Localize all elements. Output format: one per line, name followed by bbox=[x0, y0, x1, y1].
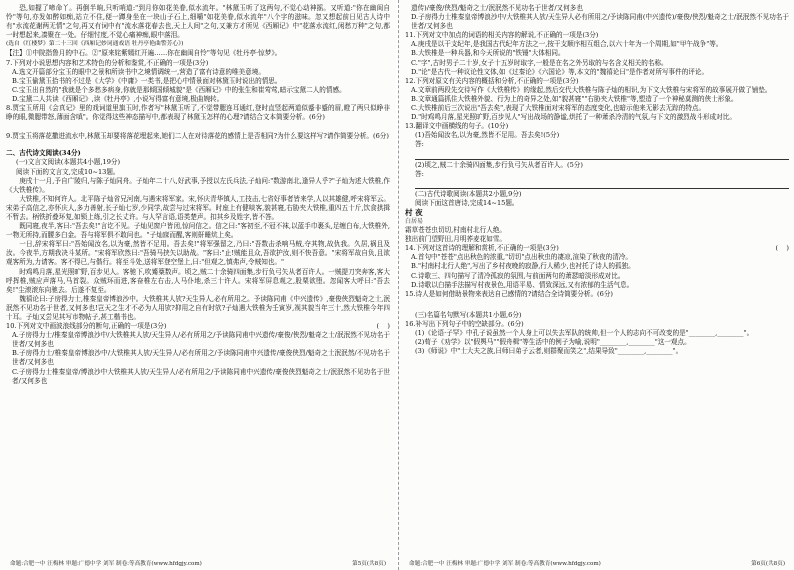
question-15: 15.诗人是如何借助景物来表达自己感情的?请结合全诗简要分析。(6分) bbox=[405, 289, 613, 298]
q13-item-2: (2)顷之,贼二十余骑四面集,步行负弓矢从者百许人。(5分) bbox=[415, 160, 583, 169]
classical-para-1: 庚戌十一月,予自广陵归,与陈子灿同舟。子灿年二十八,好武事,予授以左氏兵法,子灿问:"数游南北,逢异人乎?"子灿为述大铁椎,作《大铁椎传》。 bbox=[6, 176, 390, 194]
q16-item-3: (3)《师说》中"士大夫之族,曰师曰弟子云者,则群聚而笑之",结果导致"________,________"。 bbox=[415, 347, 683, 356]
question-14: 14.下列对这首诗的理解和赏析,不正确的一项是(3分) ( ) bbox=[405, 244, 789, 253]
q11-option-b: B.大铁椎是一种兵器,和今天所说的"铁锤"大体相同。 bbox=[411, 49, 565, 58]
section-2b-heading: (二)古代诗歌阅读(本题共2小题,9分) bbox=[415, 189, 522, 198]
question-9: 9.贾宝玉将落花撒进流水中,林黛玉却要将落花埋起来,她们二人在对待落花的感情上是否相同?为什么要这样写?请作简要分析。(6分) bbox=[6, 132, 389, 141]
question-7: 7.下列对小说思想内容和艺术特色的分析和鉴赏,不正确的一项是(3分) bbox=[6, 58, 209, 67]
left-page bbox=[0, 0, 396, 570]
q13-answer-line-1[interactable] bbox=[415, 151, 789, 160]
q7-option-c: C.宝玉出自然的"我就是个多愁多病身,你就是那倾国倾城貌"是《西厢记》中的张生和崔莺莺,暗示宝黛二人的情感。 bbox=[12, 85, 346, 94]
q14-option-b: B."村南村北行人绝",写出了乡村夜晚的寂静,行人稀少,也衬托了诗人的孤独。 bbox=[411, 262, 635, 271]
left-column bbox=[6, 4, 390, 552]
q12-option-d: D."时鸡鸣月落,星光照旷野,百步见人"写出战场的静谧,烘托了一种萧杀冷清的气氛,与下文的激烈战斗形成对比。 bbox=[411, 113, 736, 122]
novel-excerpt-tail: 恐,如握了啼命丫。再倒半晌,只听哨道:"到月你如花美眷,似水流年。"林黛玉听了这两句,不觉心动神摇。又听道:"你在幽闺自怜"等句,亦发如醉如痴,站立不住,便一蹲身坐在一块山子石上,细嚼"如花美眷,似水流年"八个字的滋味。忽又想起前日见古人诗中有"水流花谢两无情"之句,再又有词中有"流水落花春去也,天上人间"之句,又兼方才所见《西厢记》中"花落水流红,闲愁万种"之句,都一时想起来,凑聚在一处。仔细忖度,不觉心痛神痴,眼中落泪。 bbox=[6, 4, 390, 40]
section-2b-desc: 阅读下面这首唐诗,完成14~15题。 bbox=[415, 198, 519, 207]
q12-option-c: C.大铁椎前后三次说出"吾去矣",表现了大铁椎面对宋将军的态度变化,也暗示他来无影去无踪的特点。 bbox=[411, 104, 706, 113]
left-footer bbox=[10, 559, 386, 567]
question-10: 10.下列对文中画波浪线部分的断句,正确的一项是(3分) ( ) bbox=[6, 322, 390, 331]
section-2a-desc: 阅读下面的文言文,完成10~13题。 bbox=[16, 167, 120, 176]
q14-option-c: C.诗歌三、四句描写了清冷孤寂的氛围,与前面两句的萧瑟暗淡形成对比。 bbox=[411, 271, 625, 280]
poem-line-1: 霜草苍苍虫切切,村南村北行人绝。 bbox=[405, 226, 507, 235]
poem-line-2: 独出前门望野田,月明荞麦花如雪。 bbox=[405, 235, 507, 244]
right-page bbox=[398, 0, 794, 570]
question-12: 12.下列对原文有关内容的概括和分析,不正确的一项是(3分) bbox=[405, 76, 579, 85]
q7-option-a: A.选文开篇部分宝玉的眼中之景和所读书中之境情调统一,营造了富有诗意的唯美意境。 bbox=[12, 67, 265, 76]
q11-option-c: C."字",古时男子二十岁,女子十五岁时取字,一般是在名之外另取的与名含义相关的名称。 bbox=[411, 58, 668, 67]
q8-answer-space bbox=[6, 122, 390, 132]
q14-option-a: A.首句中"苍苍"点出秋色的浓重,"切切"点出秋虫的凄凉,渲染了秋夜的清冷。 bbox=[411, 253, 632, 262]
q16-item-2: (2)荀子《劝学》以"假舆马""假舟楫"等生活中的例子为喻,说明"________,________"这一观点。 bbox=[415, 338, 691, 347]
right-page-number: 第6页(共8页) bbox=[751, 561, 785, 567]
right-footer-credits: 命题:合肥一中 汪梅林 审题:广德中学 刘军 制卷:等高教育(www.hfdgjy.com) bbox=[409, 561, 601, 567]
q14-option-d: D.诗歌以白描手法描写村夜景色,用语平易、情致深远,又有浓郁的生活气息。 bbox=[411, 280, 634, 289]
q11-option-a: A.庚戌是以干支纪年,是我国古代纪年方法之一,按干支顺序相互组合,以六十年为一个周期,如"甲午战争"等。 bbox=[411, 40, 723, 49]
question-16: 16.补写出下列句子中的空缺部分。(6分) bbox=[405, 319, 524, 328]
classical-para-6: 魏禧论曰:子房得力士,椎秦皇帝博浪沙中。大铁椎其人欤?天生异人,必有所用之。予读陈同甫《中兴遗传》,豪俊侠烈魁奇之士,泯泯然不见功名于世者,又何多也!岂天之生才不必为人用欤?抑用之自有时欤?子灿遇大铁椎为壬寅岁,视其貌当年三十,然大铁椎今年四十耳。子灿又尝见其写市物帖子,甚工楷书也。 bbox=[6, 294, 390, 321]
right-column bbox=[405, 4, 789, 552]
q10-option-d: D.子房得力士椎秦皇帝博浪沙中/大铁椎其人欤/天生异人必有所用之/予读陈同甫(中兴遗传)/豪俊/侠烈/魁奇之士/泯泯然不见功名于世者/又何多也 bbox=[411, 13, 789, 31]
q11-option-d: D."论"是古代一种议论性文体,如《过秦论》《六国论》等,本文的"魏禧论曰"是作者对所写事件的评论。 bbox=[411, 67, 709, 76]
q10-option-c-tail: 遗传)/豪俊/侠烈/魁奇之士/泯泯然不见功名于世者/又何多也 bbox=[411, 4, 583, 12]
q15-answer-space bbox=[405, 299, 789, 311]
section-2-heading: 二、古代诗文阅读(34分) bbox=[6, 149, 81, 158]
question-8: 8.贾宝玉所用《会真记》里的戏词道里旗玉时,作者写"林黛玉听了,不觉带腮连耳通红,登时直竖起两道似蹙非蹙的眉,瞪了两只似睁非睁的眼,微腮带怒,薄面含嗔"。你觉得这些神态描写中,都表现了林黛玉怎样的心理?请结合文本简要分析。(6分) bbox=[6, 104, 390, 122]
q10-option-a: A.子房得力士/椎秦皇帝博浪沙中/大铁椎其人欤/天生异人/必有所用之/予读陈同甫中兴遗传/豪俊/侠烈/魁奇之士/泯泯然不见功名于世者/又何多也 bbox=[12, 331, 390, 349]
q13-answer-label-2: 答: bbox=[415, 169, 424, 178]
q12-option-a: A.文章前两段先交待写作《大铁椎传》的缘起,然后交代大铁椎与陈子灿的相识,为下文大铁椎与宋将军的故事展开做了铺垫。 bbox=[411, 85, 772, 94]
q13-answer-label-1: 答: bbox=[415, 140, 424, 149]
section-2c-heading: (三)名篇名句默写(本题共1小题,6分) bbox=[415, 310, 522, 319]
annotation-note: 【注】①中院指鲁月的中石。②"原来姹紫嫣红开遍……你在幽闺自怜"等句见《牡丹亭·惊梦》。 bbox=[6, 49, 282, 58]
q10-option-c: C.子房得力士椎秦皇帝/博浪沙中大铁椎其人欤/天生异人/必有所用之/予读陈同甫中兴遗传/豪俊侠烈魁奇之士/泯泯然不见功名于世者/又何多也 bbox=[12, 367, 390, 385]
classical-para-3: 既同寝,夜半,客曰:"吾去矣!"言讫不见。子灿见窗户皆闭,惊问信之。信之曰:"客初至,不冠不袜,以蓝手巾裹头,足缠白布,大铁椎外,一物无所持,而腰多白金。吾与将军俱不敢问也。"子灿寐而醒,客则鼾睡炕上矣。 bbox=[6, 222, 390, 240]
left-footer-credits: 命题:合肥一中 汪梅林 审题:广德中学 刘军 制卷:等高教育(www.hfdgjy.com) bbox=[10, 561, 202, 567]
q7-option-d: D.宝黛二人共读《西厢记》,读《牡丹亭》,小说写得富有意境,极曲婉转。 bbox=[12, 94, 224, 103]
q12-option-b: B.文章通篇抓住大铁椎外貌、行为上的奇异之处,如"貌甚寝""右胁夹大铁椎"等,塑造了一个神秘莫测的侠士形象。 bbox=[411, 94, 738, 103]
left-page-number: 第5页(共8页) bbox=[352, 561, 386, 567]
classical-para-5: 时鸡鸣月落,星光照旷野,百步见人。客驰下,吹觱篥数声。顷之,贼二十余骑四面集,步行负弓矢从者百许人。一贼提刀突奔客,客大呼挥椎,贼应声落马,马首裂。众贼环而进,客奋椎左右击,人马仆地,杀三十许人。宋将军屏息观之,股栗欲堕。忽闻客大呼曰:"吾去矣!"尘滚滚东向驰去。后遂不复至。 bbox=[6, 267, 390, 294]
source-note: (选自《红楼梦》第二十三回《西厢记妙词通戏语 牡丹亭艳曲警芳心》) bbox=[6, 41, 184, 48]
classical-para-2: 大铁椎,不知何许人。北平陈子灿省兄河南,与遇宋将军家。宋,怀庆青华镇人,工技击,七省好事者皆来学,人以其雄健,呼宋将军云。宋弟子高信之,亦怀庆人,多力善射,长子灿七岁,少同学,故尝与过宋将军。时座上有健啖客,貌甚寝,右胁夹大铁椎,重四五十斤,饮食拱揖不暂去。柄铁折叠环复,如锁上练,引之长丈许。与人罕言语,语类楚声。扣其乡及姓字,皆不答。 bbox=[6, 194, 390, 221]
q13-answer-line-2[interactable] bbox=[415, 180, 789, 189]
question-11: 11.下列对文中加点的词语的相关内容的解说,不正确的一项是(3分) bbox=[405, 31, 599, 40]
classical-para-4: 一日,辞宋将军曰:"吾始闻汝名,以为豪,然皆不足用。吾去矣!"将军强留之,乃曰:"吾数击杀响马贼,夺其物,故仇我。久居,祸且及汝。今夜半,方期我决斗某所。"宋将军欣然曰:"吾骑马挟矢以助战。"客曰:"止!贼能且众,吾欲护汝,则不快吾意。"宋将军故自负,且欲观客所为,力请客。客不得已,与偕行。将至斗处,送将军登空堡上,曰:"但观之,慎弗声,令贼知也。" bbox=[6, 240, 390, 267]
q10-option-b: B.子房得力士/椎秦皇帝博浪沙中/大铁椎其人欤/天生异人/必有所用之/予读陈同甫中兴遗传/豪俊侠烈/魁奇之士泯泯然/不见功名于世者/又何多也 bbox=[12, 349, 390, 367]
poem-title: 村 夜 bbox=[405, 207, 423, 217]
right-footer bbox=[409, 559, 785, 567]
question-13: 13.翻译文中画横线的句子。(10分) bbox=[405, 122, 509, 131]
q16-item-1: (1)《论语·子罕》中孔子说虽然一个人身上可以失去军队的统帅,但一个人的志向不可改变的是"________,________"。 bbox=[415, 329, 754, 337]
poem-author: 白居易 bbox=[405, 217, 424, 225]
q13-item-1: (1)吾始闻汝名,以为豪,然皆不足用。吾去矣!(5分) bbox=[415, 131, 560, 140]
section-2a-heading: (一)文言文阅读(本题共4小题,19分) bbox=[16, 158, 121, 167]
q7-option-b: B.宝玉偷黛玉拾书的不过是《大学》《中庸》一类书,是把心中情景面对林黛玉时说出的情思。 bbox=[12, 76, 282, 85]
